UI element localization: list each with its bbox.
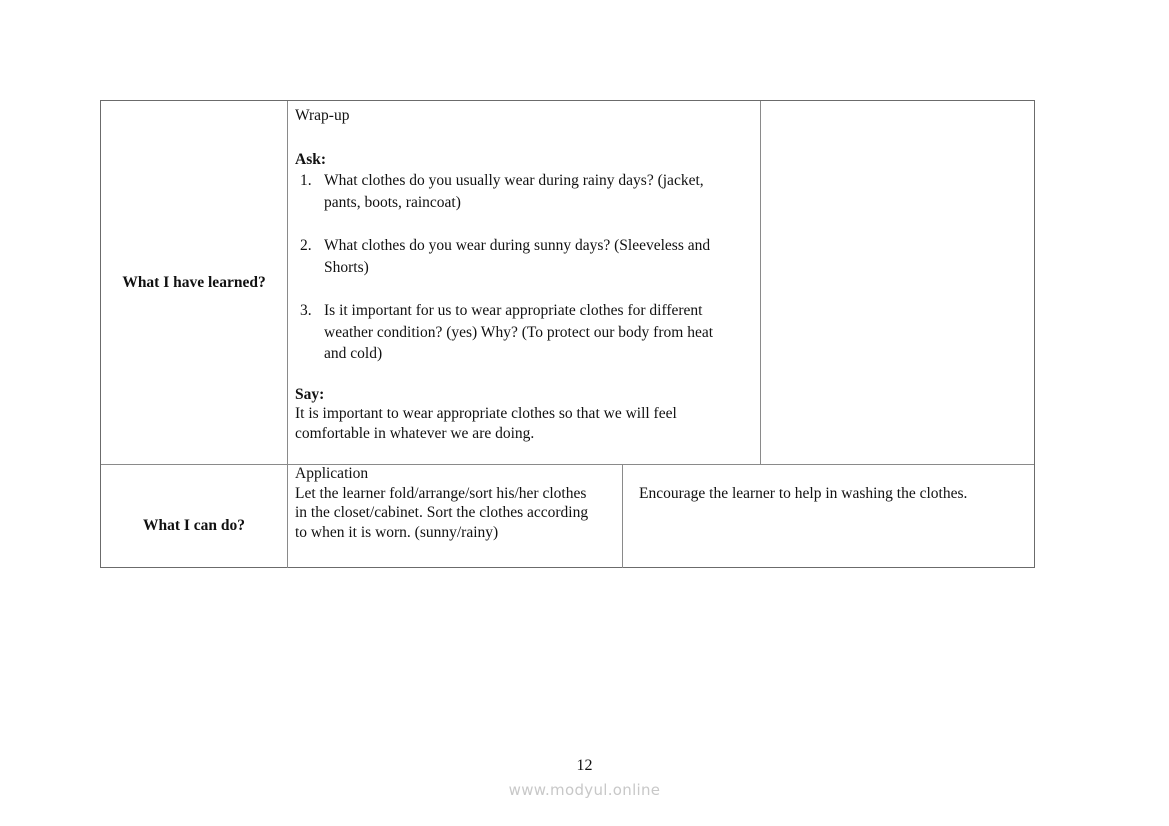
question-number: 3. (300, 302, 312, 319)
section-heading: Application (295, 465, 369, 482)
watermark: www.modyul.online (508, 781, 661, 799)
row-label-text: What I can do? (142, 516, 246, 534)
question-text: and cold) (324, 345, 383, 362)
application-text: Let the learner fold/arrange/sort his/her clothes (295, 484, 587, 502)
say-text: comfortable in whatever we are doing. (295, 424, 535, 442)
question-item (295, 235, 757, 278)
ask-label: Ask: (295, 150, 327, 168)
question-number: 2. (300, 237, 312, 254)
row-label-what-i-can-do (101, 465, 287, 568)
question-text: What clothes do you usually wear during rainy days? (jacket, (324, 172, 704, 189)
application-text: in the closet/cabinet. Sort the clothes according (295, 504, 589, 521)
question-text: Shorts) (324, 258, 369, 276)
wrap-up-cell (295, 105, 757, 444)
notes-cell-empty (761, 101, 1034, 464)
say-text: It is important to wear appropriate clothes so that we will feel (295, 404, 677, 422)
notes-text: Encourage the learner to help in washing the clothes. (639, 485, 968, 502)
question-text: pants, boots, raincoat) (324, 193, 461, 211)
column-divider (622, 464, 623, 568)
say-label: Say: (295, 385, 325, 403)
question-text: weather condition? (yes) Why? (To protect our body from heat (324, 323, 714, 341)
section-heading: Wrap-up (295, 107, 350, 124)
application-cell (295, 464, 621, 542)
question-text: What clothes do you wear during sunny days? (Sleeveless and (324, 237, 711, 254)
question-item (295, 170, 757, 213)
lesson-table (100, 100, 1035, 568)
application-text: to when it is worn. (sunny/rainy) (295, 523, 499, 541)
question-item (295, 300, 757, 365)
column-divider (287, 101, 288, 568)
question-number: 1. (300, 172, 312, 189)
row-label-text: What I have learned? (122, 273, 266, 291)
question-text: Is it important for us to wear appropriate clothes for different (324, 302, 703, 319)
row-label-what-i-have-learned (101, 101, 287, 464)
page-number: 12 (576, 757, 593, 774)
notes-cell (639, 483, 1029, 505)
